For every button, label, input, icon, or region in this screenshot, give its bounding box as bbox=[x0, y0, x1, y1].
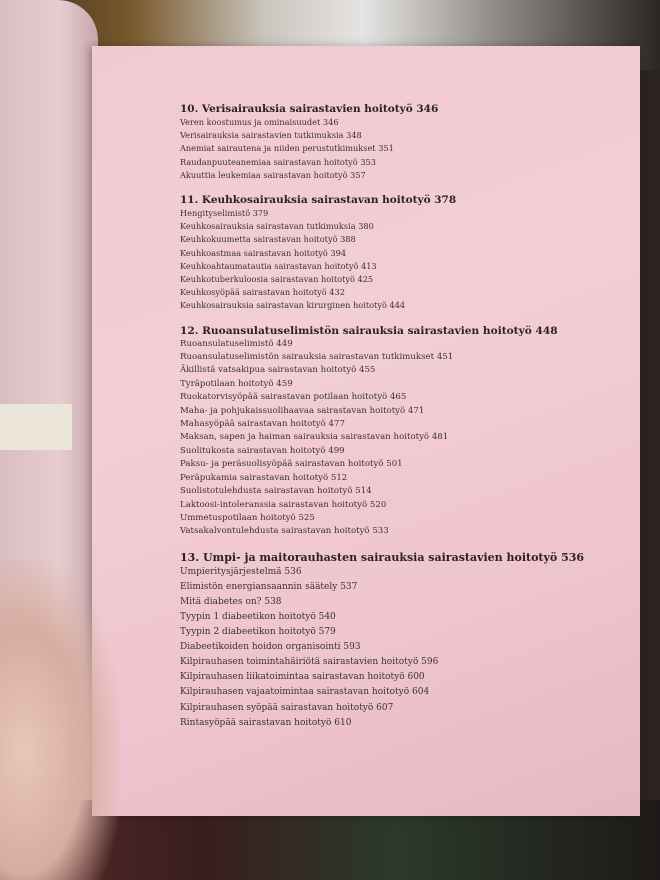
toc-entry: Suolitukosta sairastavan hoitotyö 499 bbox=[180, 445, 345, 456]
toc-entry: Akuuttia leukemiaa sairastavan hoitotyö 357 bbox=[180, 169, 366, 180]
toc-entry: Ummetuspotilaan hoitotyö 525 bbox=[180, 512, 315, 523]
table-of-contents bbox=[180, 102, 610, 742]
toc-entry: Diabeetikoiden hoidon organisointi 593 bbox=[180, 642, 361, 653]
toc-entry: Kilpirauhasen toimintahäiriötä sairastavien hoitotyö 596 bbox=[180, 657, 439, 668]
chapter-section bbox=[180, 550, 610, 731]
chapter-title: 11. Keuhkosairauksia sairastavan hoitotyö 378 bbox=[180, 194, 457, 207]
toc-entry: Verisairauksia sairastavien tutkimuksia 348 bbox=[180, 130, 362, 141]
toc-entry: Elimistön energiansaannin säätely 537 bbox=[180, 581, 358, 592]
hand bbox=[0, 560, 120, 880]
toc-entry: Vatsakalvontulehdusta sairastavan hoitotyö 533 bbox=[180, 526, 389, 537]
chapter-section bbox=[180, 102, 610, 182]
toc-entry: Ruoansulatuselimistön sairauksia sairastavan tutkimukset 451 bbox=[180, 352, 454, 363]
toc-entry: Kilpirauhasen syöpää sairastavan hoitotyö 607 bbox=[180, 702, 394, 713]
toc-entry: Tyräpotilaan hoitotyö 459 bbox=[180, 378, 293, 389]
toc-entry: Anemiat sairautena ja niiden perustutkimukset 351 bbox=[180, 143, 394, 154]
toc-entry: Tyypin 1 diabeetikon hoitotyö 540 bbox=[180, 612, 336, 623]
toc-entry: Keuhkosairauksia sairastavan tutkimuksia 380 bbox=[180, 221, 374, 232]
toc-entry: Keuhkoahtaumatautia sairastavan hoitotyö 413 bbox=[180, 260, 377, 271]
book-page bbox=[92, 46, 640, 816]
page-tab bbox=[0, 404, 72, 450]
chapter-title: 13. Umpi- ja maitorauhasten sairauksia sairastavien hoitotyö 536 bbox=[180, 550, 585, 564]
chapter-title: 12. Ruoansulatuselimistön sairauksia sairastavien hoitotyö 448 bbox=[180, 324, 558, 337]
toc-entry: Rintasyöpää sairastavan hoitotyö 610 bbox=[180, 717, 352, 728]
toc-entry: Keuhkosairauksia sairastavan kirurginen hoitotyö 444 bbox=[180, 300, 406, 311]
toc-entry: Umpieritysjärjestelmä 536 bbox=[180, 566, 302, 577]
toc-entry: Peräpukamia sairastavan hoitotyö 512 bbox=[180, 472, 348, 483]
toc-entry: Ruokatorvisyöpää sairastavan potilaan hoitotyö 465 bbox=[180, 392, 407, 403]
toc-entry: Keuhkokuumetta sairastavan hoitotyö 388 bbox=[180, 234, 356, 245]
chapter-section bbox=[180, 324, 610, 539]
toc-entry: Hengityselimistö 379 bbox=[180, 208, 269, 219]
toc-entry: Raudanpuuteanemiaa sairastavan hoitotyö 353 bbox=[180, 156, 376, 167]
toc-entry: Paksu- ja peräsuolisyöpää sairastavan hoitotyö 501 bbox=[180, 459, 403, 470]
toc-entry: Kilpirauhasen vajaatoimintaa sairastavan hoitotyö 604 bbox=[180, 687, 430, 698]
toc-entry: Ruoansulatuselimistö 449 bbox=[180, 338, 293, 349]
toc-entry: Äkillistä vatsakipua sairastavan hoitotyö 455 bbox=[180, 365, 376, 376]
toc-entry: Laktoosi-intoleranssia sairastavan hoitotyö 520 bbox=[180, 499, 387, 510]
toc-entry: Mitä diabetes on? 538 bbox=[180, 596, 282, 607]
chapter-title: 10. Verisairauksia sairastavien hoitotyö 346 bbox=[180, 103, 439, 115]
toc-entry: Maha- ja pohjukaissuolihaavaa sairastavan hoitotyö 471 bbox=[180, 405, 425, 416]
toc-entry: Keuhkosyöpää sairastavan hoitotyö 432 bbox=[180, 287, 345, 298]
toc-entry: Kilpirauhasen liikatoimintaa sairastavan hoitotyö 600 bbox=[180, 672, 425, 683]
toc-entry: Mahasyöpää sairastavan hoitotyö 477 bbox=[180, 419, 345, 430]
toc-entry: Maksan, sapen ja haiman sairauksia sairastavan hoitotyö 481 bbox=[180, 432, 449, 443]
toc-entry: Keuhkoastmaa sairastavan hoitotyö 394 bbox=[180, 247, 347, 258]
chapter-section bbox=[180, 193, 610, 313]
toc-entry: Suolistotulehdusta sairastavan hoitotyö 514 bbox=[180, 486, 372, 497]
toc-entry: Tyypin 2 diabeetikon hoitotyö 579 bbox=[180, 627, 336, 638]
toc-entry: Keuhkotuberkuloosia sairastavan hoitotyö 425 bbox=[180, 274, 374, 285]
toc-entry: Veren koostumus ja ominaisuudet 346 bbox=[180, 117, 339, 127]
